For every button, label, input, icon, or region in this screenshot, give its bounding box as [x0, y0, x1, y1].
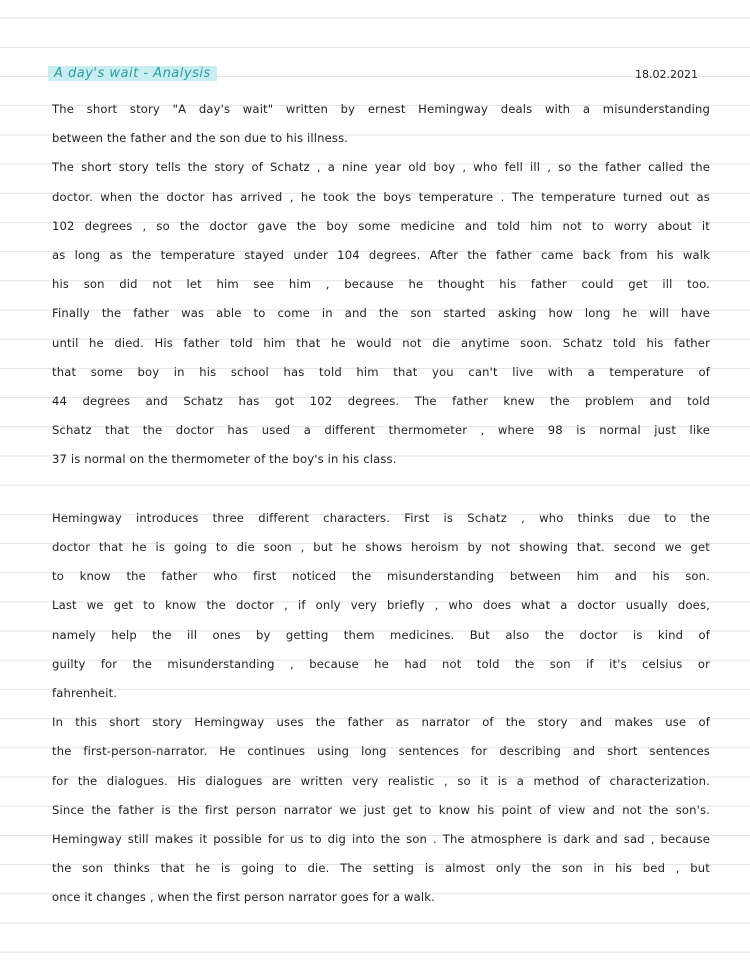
text-line: the first-person-narrator. He continues using long sentences for describing and short sentences [52, 744, 710, 759]
text-line: Since the father is the first person narrator we just get to know his point of view and not the son's. [52, 802, 710, 817]
blank-line [52, 475, 710, 504]
text-line: that some boy in his school has told him that you can't live with a temperature of [52, 364, 710, 379]
text-line: fahrenheit. [52, 686, 118, 700]
text-line: between the father and the son due to his illness. [52, 131, 349, 146]
text-line: 37 is normal on the thermometer of the boy's in his class. [52, 452, 397, 467]
text-line: until he died. His father told him that he would not die anytime soon. Schatz told his father [52, 335, 710, 350]
text-line: his son did not let him see him , because he thought his father could get ill too. [52, 277, 710, 292]
page-date: 18.02.2021 [635, 68, 698, 81]
text-line: Last we get to know the doctor , if only very briefly , who does what a doctor usually does, [52, 598, 710, 613]
page-title: A day's wait - Analysis [48, 66, 217, 81]
text-line: as long as the temperature stayed under 104 degrees. After the father came back from his walk [52, 248, 710, 262]
text-line: the son thinks that he is going to die. The setting is almost only the son in his bed , but [52, 861, 710, 876]
text-line: The short story "A day's wait" written by ernest Hemingway deals with a misunderstanding [52, 102, 710, 116]
text-line: Finally the father was able to come in and the son started asking how long he will have [52, 306, 710, 321]
text-line: once it changes , when the first person narrator goes for a walk. [52, 890, 435, 905]
text-line: to know the father who first noticed the misunderstanding between him and his son. [52, 569, 710, 584]
text-line: Hemingway still makes it possible for us to dig into the son . The atmosphere is dark and sad , because [52, 832, 710, 846]
text-line: Hemingway introduces three different characters. First is Schatz , who thinks due to the [52, 510, 710, 525]
text-line: Schatz that the doctor has used a different thermometer , where 98 is normal just like [52, 423, 710, 438]
page-header [48, 64, 702, 90]
text-line: 44 degrees and Schatz has got 102 degrees. The father knew the problem and told [52, 394, 710, 408]
text-line: The short story tells the story of Schatz , a nine year old boy , who fell ill , so the father called the [52, 160, 710, 175]
text-line: In this short story Hemingway uses the father as narrator of the story and makes use of [52, 715, 710, 730]
text-line: for the dialogues. His dialogues are written very realistic , so it is a method of characterization. [52, 773, 710, 788]
text-line: namely help the ill ones by getting them medicines. But also the doctor is kind of [52, 627, 710, 642]
text-line: doctor that he is going to die soon , but he shows heroism by not showing that. second we get [52, 540, 710, 554]
text-line: guilty for the misunderstanding , because he had not told the son if it's celsius or [52, 656, 710, 671]
text-line: doctor. when the doctor has arrived , he took the boys temperature . The temperature turned out as [52, 189, 710, 204]
text-line: 102 degrees , so the doctor gave the boy some medicine and told him not to worry about it [52, 218, 710, 233]
